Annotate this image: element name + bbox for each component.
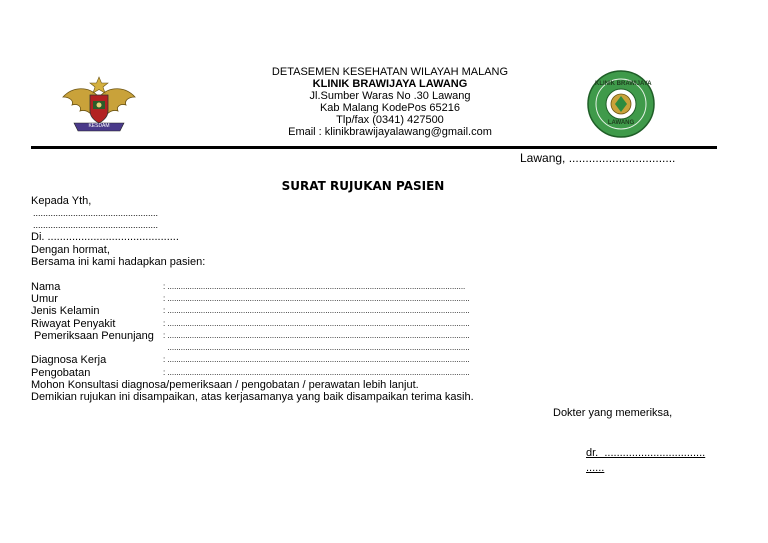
clinic-seal-icon [587,70,655,138]
letterhead-line-1: DETASEMEN KESEHATAN WILAYAH MALANG [271,66,509,78]
field-label-pemeriksaan-penunjang: Pemeriksaan Penunjang [31,330,154,342]
field-label-diagnosa-kerja: Diagnosa Kerja [31,354,107,366]
field-value-riwayat-penyakit: : ........................................................................................................................................ [163,319,470,328]
field-value-umur: : ........................................................................................................................................ [163,294,470,303]
signature-name-line-2: ...... [586,462,605,474]
field-value-diagnosa-kerja: : ........................................................................................................................................ [163,355,470,364]
closing-request: Mohon Konsultasi diagnosa/pemeriksaan / pengobatan / perawatan lebih lanjut. [31,379,419,391]
letterhead-address: Jl.Sumber Waras No .30 Lawang [309,90,471,102]
letterhead-city: Kab Malang KodePos 65216 [319,102,461,114]
letterhead-phone: Tlp/fax (0341) 427500 [336,114,444,126]
letterhead-clinic-name: KLINIK BRAWIJAYA LAWANG [312,78,468,90]
addressee-location: Di. ........................................... [31,231,179,243]
closing-thanks: Demikian rujukan ini disampaikan, atas kerjasamanya yang baik disampaikan terima kasih. [31,391,474,403]
place-date: Lawang, ................................ [520,151,676,165]
opening-greeting: Dengan hormat, [31,244,110,256]
header-divider [31,146,717,149]
signature-name-line-1: dr. ................................. [586,447,706,459]
military-emblem-icon [60,75,138,135]
addressee-line-1: .................................................. [33,208,159,218]
seal-bottom-text: LAWANG [607,120,635,126]
field-label-pengobatan: Pengobatan [31,367,91,379]
addressee-greeting: Kepada Yth, [31,195,92,207]
field-label-jenis-kelamin: Jenis Kelamin [31,305,100,317]
addressee-line-2: .................................................. [33,220,159,230]
emblem-banner-text: KESDAM [88,123,110,129]
opening-statement: Bersama ini kami hadapkan pasien: [31,256,206,268]
document-title: SURAT RUJUKAN PASIEN [281,179,445,193]
field-value-extra-line: ........................................................................................................................................ [163,343,470,352]
field-value-nama: : ...................................................................................................................................... [163,282,466,291]
field-value-pemeriksaan-penunjang: : ........................................................................................................................................ [163,331,470,340]
letterhead-email: Email : klinikbrawijayalawang@gmail.com [288,126,492,138]
field-label-nama: Nama [31,281,61,293]
signature-role: Dokter yang memeriksa, [553,407,673,419]
field-label-riwayat-penyakit: Riwayat Penyakit [31,318,116,330]
seal-top-text: KLINIK BRAWIJAYA [595,81,652,87]
field-label-umur: Umur [31,293,58,305]
field-value-jenis-kelamin: : ........................................................................................................................................ [163,306,470,315]
field-value-pengobatan: : ........................................................................................................................................ [163,368,470,377]
letterhead [230,66,550,138]
